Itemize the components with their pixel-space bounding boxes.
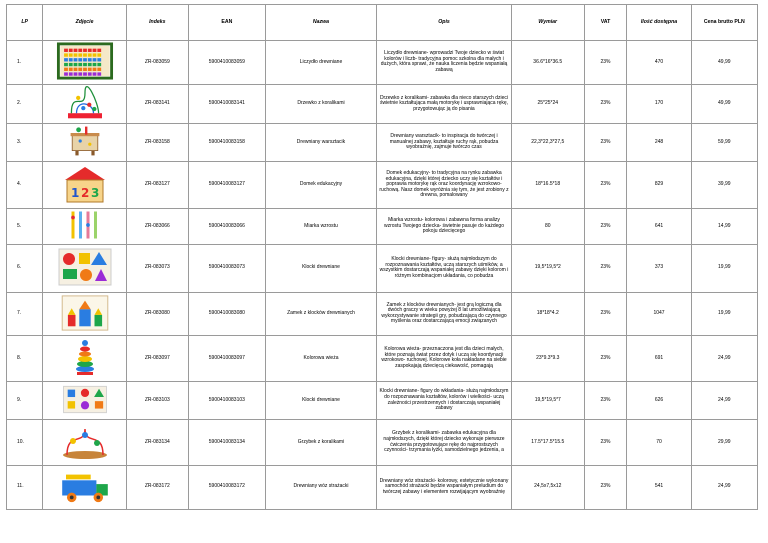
row-vat: 23% [584, 465, 627, 509]
row-lp: 1. [7, 41, 43, 85]
header-qty: Ilość dostępna [627, 5, 691, 41]
row-dimensions: 80 [511, 209, 584, 245]
row-ean: 5900410083103 [188, 381, 265, 420]
row-index: ZR-083127 [126, 161, 188, 209]
row-vat: 23% [584, 161, 627, 209]
row-price: 24,99 [691, 381, 757, 420]
table-row [7, 84, 758, 124]
row-index: ZR-083066 [126, 209, 188, 245]
row-description: Miarka wzrostu- kolorowa i zabawna forma analizy wzrostu Twojego dziecka- świetnie pasuje do każdego pokoju dziecięcego [377, 209, 512, 245]
row-price: 59,99 [691, 124, 757, 162]
row-price: 24,99 [691, 336, 757, 382]
row-quantity: 170 [627, 84, 691, 124]
row-price: 19,99 [691, 292, 757, 336]
row-dimensions: 19,5*19,5*7 [511, 381, 584, 420]
row-name: Drzewko z koralikami [265, 84, 376, 124]
row-lp: 3. [7, 124, 43, 162]
row-quantity: 691 [627, 336, 691, 382]
row-ean: 5900410083066 [188, 209, 265, 245]
row-ean: 5900410083127 [188, 161, 265, 209]
row-lp: 2. [7, 84, 43, 124]
svg-text:1: 1 [70, 185, 79, 200]
row-dimensions: 22,3*22,3*27,5 [511, 124, 584, 162]
table-row [7, 420, 758, 466]
row-photo [43, 244, 126, 292]
row-price: 29,99 [691, 420, 757, 466]
row-dimensions: 24,5x7,5x12 [511, 465, 584, 509]
row-index: ZR-083073 [126, 244, 188, 292]
table-row [7, 292, 758, 336]
row-quantity: 626 [627, 381, 691, 420]
row-ean: 5900410083097 [188, 336, 265, 382]
row-dimensions: 18*18*4.2 [511, 292, 584, 336]
header-dims: Wymiar [511, 5, 584, 41]
row-lp: 5. [7, 209, 43, 245]
row-quantity: 829 [627, 161, 691, 209]
row-index: ZR-083097 [126, 336, 188, 382]
row-vat: 23% [584, 84, 627, 124]
height-chart-photo [55, 210, 115, 243]
bead-maze-tree-photo [55, 86, 115, 123]
row-index: ZR-083059 [126, 41, 188, 85]
row-description: Drewniany warsztacik- to inspiracja do twórczej i manualnej zabawy, kształtuje ruchy rąk, pobudza wyobraźnię, zajmuje twórczo czas [377, 124, 512, 162]
row-price: 14,99 [691, 209, 757, 245]
row-lp: 11. [7, 465, 43, 509]
row-lp: 7. [7, 292, 43, 336]
row-quantity: 641 [627, 209, 691, 245]
row-index: ZR-083158 [126, 124, 188, 162]
row-price: 49,99 [691, 41, 757, 85]
row-ean: 5900410083059 [188, 41, 265, 85]
educational-house-photo [55, 163, 115, 208]
header-name: Nazwa [265, 5, 376, 41]
row-lp: 4. [7, 161, 43, 209]
row-vat: 23% [584, 124, 627, 162]
table-row [7, 161, 758, 209]
stacking-tower-photo [55, 337, 115, 380]
row-vat: 23% [584, 41, 627, 85]
workshop-bench-photo [55, 125, 115, 160]
row-lp: 8. [7, 336, 43, 382]
header-photo: Zdjęcie [43, 5, 126, 41]
row-description: Kolorowa wieża- przeznaczona jest dla dzieci małych, które poznają świat przez dotyk i uczą się koordynacji wzrokowo- ruchowej. Kolorowe koła nakładane na siebie zaspokajają dziecięcą ciekawość, pomagają [377, 336, 512, 382]
row-name: Klocki drewniane [265, 244, 376, 292]
row-photo [43, 41, 126, 85]
row-ean: 5900410083073 [188, 244, 265, 292]
row-vat: 23% [584, 336, 627, 382]
header-ean: EAN [188, 5, 265, 41]
abacus-toy-photo [55, 42, 115, 83]
row-price: 24,99 [691, 465, 757, 509]
blocks-castle-photo [55, 294, 115, 335]
row-ean: 5900410083134 [188, 420, 265, 466]
row-vat: 23% [584, 244, 627, 292]
row-lp: 6. [7, 244, 43, 292]
row-photo [43, 124, 126, 162]
row-vat: 23% [584, 381, 627, 420]
row-name: Klocki drewniane [265, 381, 376, 420]
row-ean: 5900410083172 [188, 465, 265, 509]
row-quantity: 70 [627, 420, 691, 466]
sorting-blocks-photo [55, 383, 115, 419]
row-quantity: 1047 [627, 292, 691, 336]
table-row [7, 336, 758, 382]
header-row [7, 5, 758, 41]
svg-text:2: 2 [80, 185, 89, 200]
row-ean: 5900410083158 [188, 124, 265, 162]
row-photo [43, 292, 126, 336]
table-row [7, 209, 758, 245]
row-index: ZR-083172 [126, 465, 188, 509]
row-description: Zamek z klocków drewnianych- jest grą logiczną dla dwóch graczy w wieku powyżej 8 lat umożliwiającą wykorzystywanie strategii gry, pobudzającą do czynnego myślenia oraz dostarczającą emocji związanych [377, 292, 512, 336]
row-ean: 5900410083141 [188, 84, 265, 124]
row-name: Zamek z klocków drewnianych [265, 292, 376, 336]
row-description: Domek edukacyjny- to tradycyjna na rynku zabawka edukacyjna, dzięki której dziecko uczy się kształtów i poprawia motorykę rąk oraz koordynację wzrokowo- ruchową. Nasz domek wyróżnia się tym, że jest zrobiony z drewna, pomalowany [377, 161, 512, 209]
row-description: Liczydło drewniane- wprowadzi Twoje dziecko w świat kolorów i liczb- tradycyjna pomoc szkolna dla małych i dużych, która sprawi, że nauka liczenia będzie wspaniałą zabawą [377, 41, 512, 85]
row-quantity: 470 [627, 41, 691, 85]
fire-truck-photo [55, 467, 115, 508]
row-vat: 23% [584, 209, 627, 245]
row-dimensions: 36.6*16*36.5 [511, 41, 584, 85]
row-index: ZR-083134 [126, 420, 188, 466]
row-photo [43, 420, 126, 466]
row-photo [43, 381, 126, 420]
row-quantity: 541 [627, 465, 691, 509]
row-name: Drewniany wóz strażacki [265, 465, 376, 509]
row-description: Drzewko z koralikami- zabawka dla nieco starszych dzieci świetnie kształtująca małą motorykę i usprawniająca rękę, przygotowując ją do pisania [377, 84, 512, 124]
header-vat: VAT [584, 5, 627, 41]
header-desc: Opis [377, 5, 512, 41]
row-dimensions: 17.5*17.5*15.5 [511, 420, 584, 466]
shape-blocks-photo [55, 246, 115, 291]
row-description: Grzybek z koralikami- zabawka edukacyjna dla najmłodszych, dzięki której dziecko wykonuje pierwsze ćwiczenia przygotowujące rękę do najprostszych czynności- trzymania łyżki, samodzielnego jedzenia, a [377, 420, 512, 466]
row-description: Klocki drewniane- figury do wkładania- służą najmłodszym do rozpoznawania kształtów, kolorów i wielkości- uczą zależności przestrzennych i dostarczają wspaniałej zabawy [377, 381, 512, 420]
row-photo [43, 161, 126, 209]
table-row [7, 381, 758, 420]
row-dimensions: 25*25*24 [511, 84, 584, 124]
row-description: Klocki drewniane- figury- służą najmłodszym do rozpoznawania kształtów, uczą starszych uśmików, a wszystkim dostarczają wspaniałej zabawy dzięki kolorom i różnym kombinacjom układania, co pobudza [377, 244, 512, 292]
row-photo [43, 465, 126, 509]
header-index: Indeks [126, 5, 188, 41]
row-photo [43, 336, 126, 382]
table-row [7, 244, 758, 292]
row-index: ZR-083141 [126, 84, 188, 124]
row-dimensions: 23*9.3*9.3 [511, 336, 584, 382]
row-price: 49,99 [691, 84, 757, 124]
row-price: 39,99 [691, 161, 757, 209]
row-photo [43, 84, 126, 124]
table-row [7, 124, 758, 162]
row-dimensions: 18*16.5*18 [511, 161, 584, 209]
table-row [7, 465, 758, 509]
row-vat: 23% [584, 420, 627, 466]
row-price: 19,99 [691, 244, 757, 292]
row-name: Kolorowa wieża [265, 336, 376, 382]
row-name: Drewniany warsztacik [265, 124, 376, 162]
row-dimensions: 19,5*19,5*2 [511, 244, 584, 292]
row-index: ZR-083080 [126, 292, 188, 336]
row-name: Grzybek z koralikami [265, 420, 376, 466]
row-name: Miarka wzrostu [265, 209, 376, 245]
row-description: Drewniany wóz strażacki- kolorowy, estetycznie wykonany samochód strażacki będzie wspaniałym preludium do twórczej zabawy i elementem rozwijającym wyobraźnię [377, 465, 512, 509]
row-name: Liczydło drewniane [265, 41, 376, 85]
row-lp: 9. [7, 381, 43, 420]
row-name: Domek edukacyjny [265, 161, 376, 209]
svg-text:3: 3 [90, 185, 99, 200]
row-ean: 5900410083080 [188, 292, 265, 336]
row-index: ZR-083103 [126, 381, 188, 420]
row-vat: 23% [584, 292, 627, 336]
header-lp: LP [7, 5, 43, 41]
row-lp: 10. [7, 420, 43, 466]
row-photo [43, 209, 126, 245]
row-quantity: 248 [627, 124, 691, 162]
product-table [6, 4, 758, 510]
bead-mushroom-photo [55, 421, 115, 464]
table-row [7, 41, 758, 85]
row-quantity: 373 [627, 244, 691, 292]
header-price: Cena brutto PLN [691, 5, 757, 41]
